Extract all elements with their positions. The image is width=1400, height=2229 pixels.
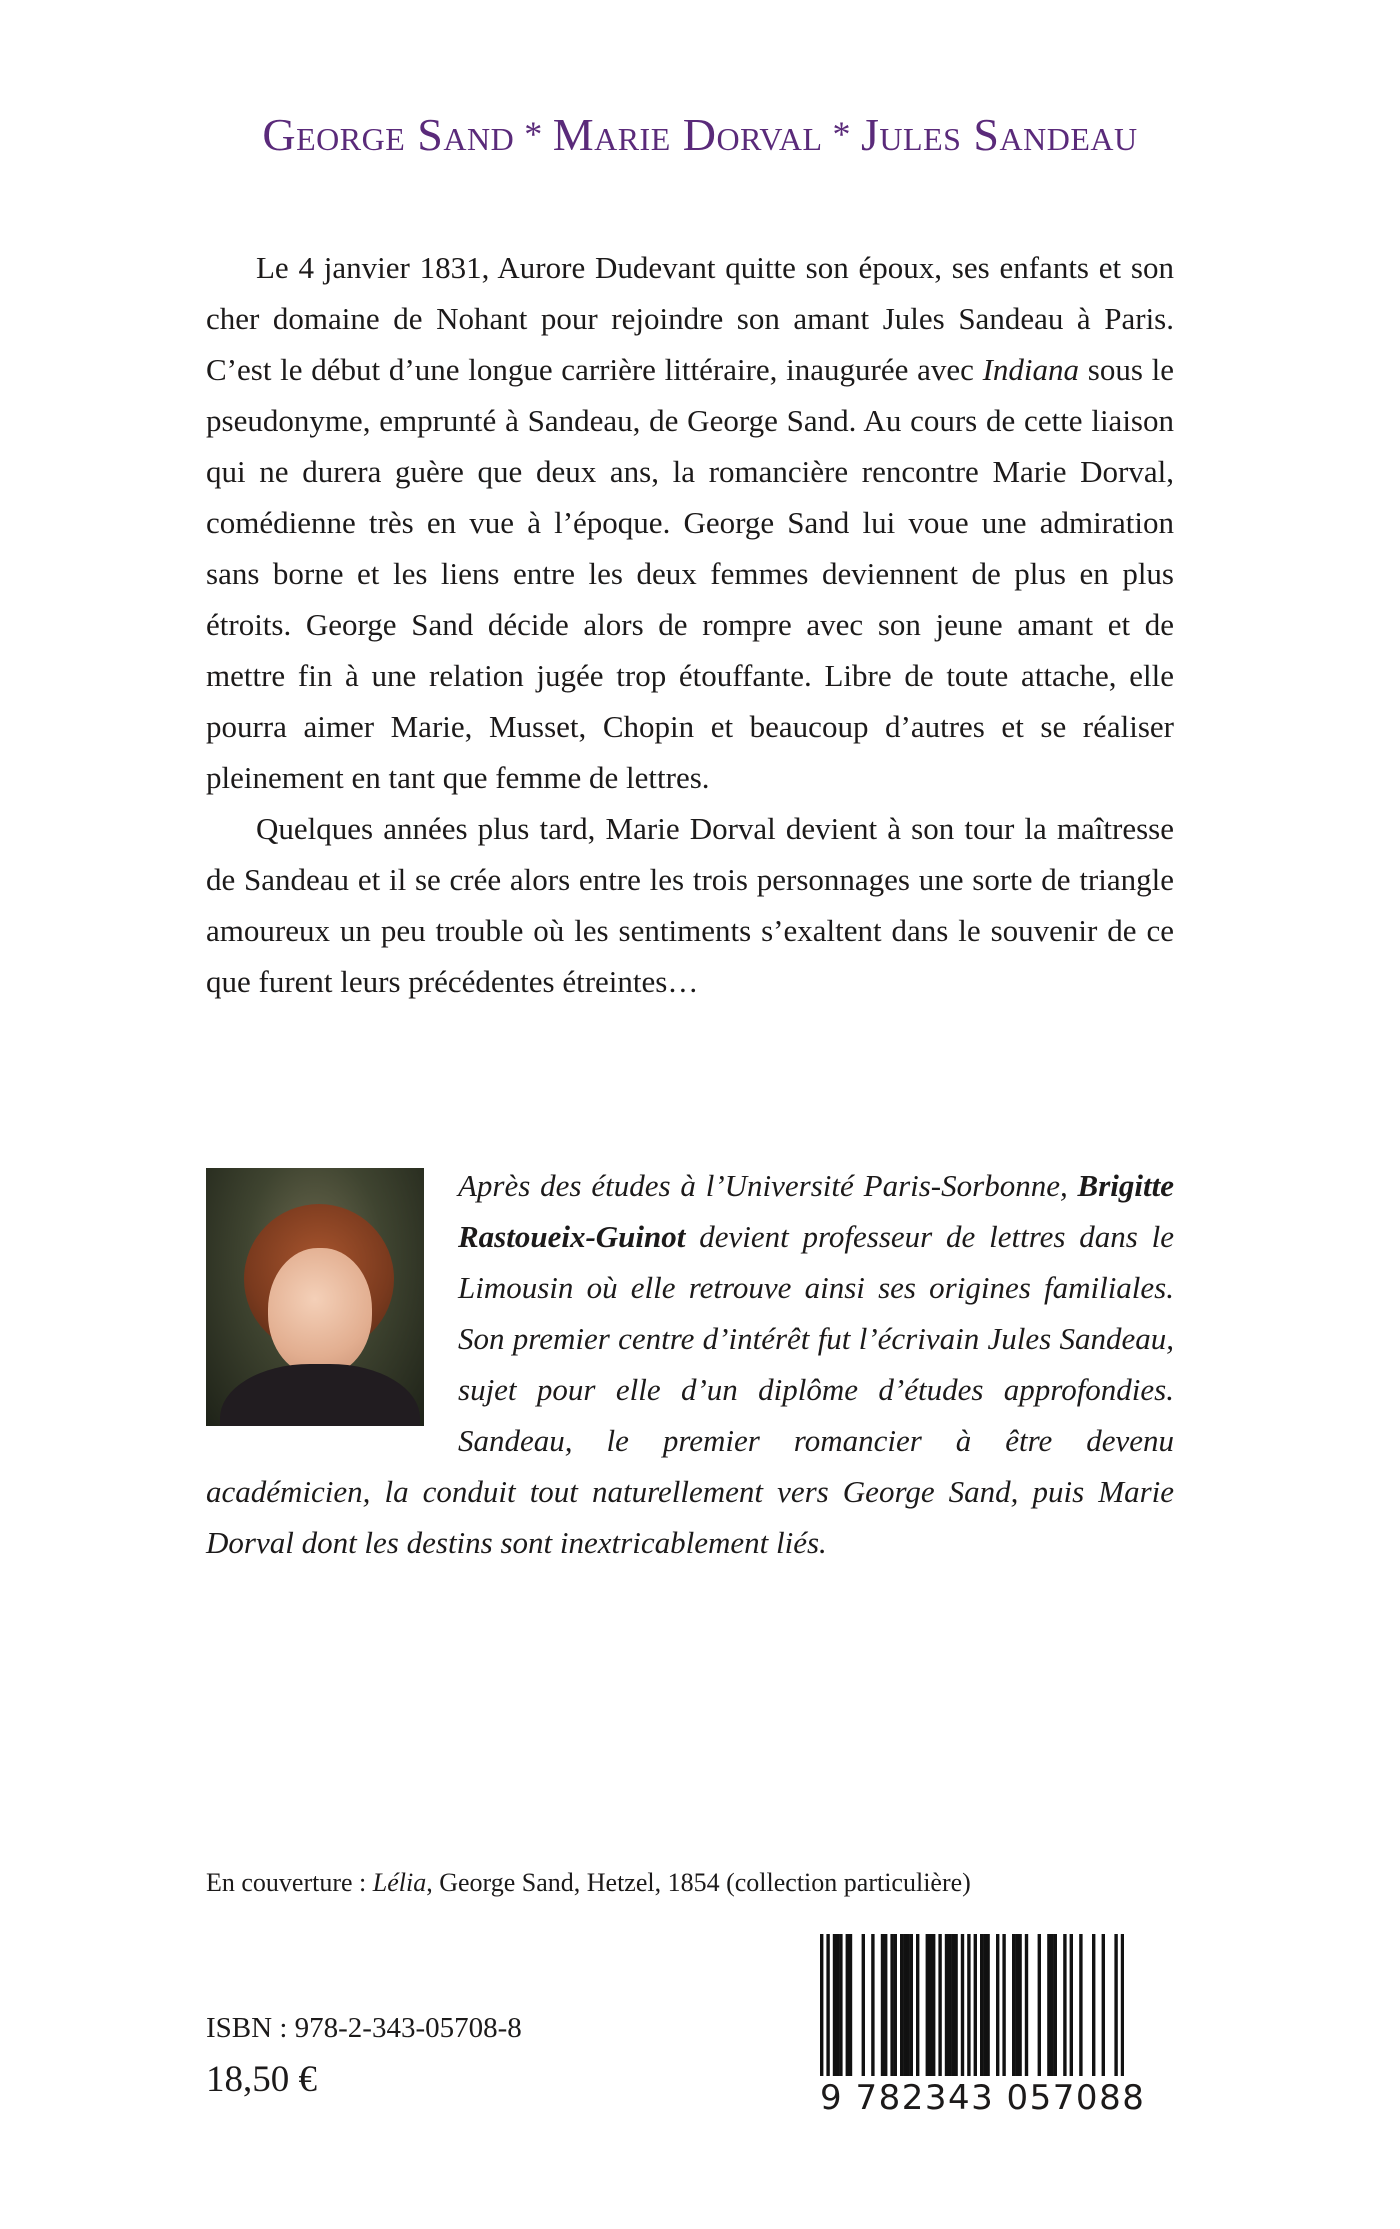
barcode-bar bbox=[916, 1934, 919, 2076]
barcode-bar bbox=[954, 1934, 957, 2076]
barcode-bar bbox=[1063, 1934, 1066, 2076]
summary-text: Le 4 janvier 1831, Aurore Dudevant quitte son époux, ses enfants et son cher domaine de Nohant pour rejoindre son amant Jules Sandeau à Paris. C’est le début d’une longue carrière littéraire, inaugurée avec bbox=[206, 250, 1174, 387]
barcode-bar bbox=[849, 1934, 852, 2076]
barcode-bar bbox=[996, 1934, 999, 2076]
author-photo bbox=[206, 1168, 424, 1426]
author-bio bbox=[206, 1160, 1174, 1568]
credit-work-title: Lélia bbox=[372, 1868, 427, 1897]
barcode-bar bbox=[1002, 1934, 1005, 2076]
barcode bbox=[820, 1934, 1146, 2124]
cover-credit bbox=[206, 1868, 971, 1898]
barcode-bar bbox=[938, 1934, 941, 2076]
summary-paragraph bbox=[206, 242, 1174, 803]
book-summary bbox=[206, 242, 1174, 1007]
barcode-bar bbox=[1050, 1934, 1053, 2076]
barcode-bar bbox=[846, 1934, 849, 2076]
barcode-bar bbox=[1070, 1934, 1073, 2076]
author-photo-face bbox=[268, 1248, 372, 1376]
author-photo-body bbox=[220, 1364, 420, 1426]
barcode-bar bbox=[903, 1934, 906, 2076]
title-separator: * bbox=[832, 114, 852, 154]
summary-paragraph: Quelques années plus tard, Marie Dorval devient à son tour la maîtresse de Sandeau et il se crée alors entre les trois personnages une sorte de triangle amoureux un peu trouble où les sentiments s’exaltent dans le souvenir de ce que furent leurs précédentes étreintes… bbox=[206, 811, 1174, 999]
title-separator: * bbox=[524, 114, 543, 154]
title-name-george-sand: George Sand bbox=[262, 109, 515, 160]
barcode-bar bbox=[871, 1934, 874, 2076]
author-bio-text: devient professeur de lettres dans le Limousin où elle retrouve ainsi ses origines familiales. Son premier centre d’intérêt fut l’écrivain Jules Sandeau, sujet pour elle d’un diplôme d’études approfondies. Sandeau, le premier romancier à être devenu académicien, la conduit tout naturellement vers George Sand, puis Marie Dorval dont les destins sont inextricablement liés. bbox=[206, 1219, 1174, 1560]
isbn-number: ISBN : 978-2-343-05708-8 bbox=[206, 2012, 522, 2044]
barcode-bar bbox=[961, 1934, 964, 2076]
barcode-bar bbox=[900, 1934, 903, 2076]
barcode-bar bbox=[1012, 1934, 1015, 2076]
credit-details: , George Sand, Hetzel, 1854 (collection particulière) bbox=[426, 1868, 971, 1897]
barcode-bar bbox=[890, 1934, 893, 2076]
barcode-bar bbox=[836, 1934, 839, 2076]
barcode-bar bbox=[910, 1934, 913, 2076]
barcode-bar bbox=[894, 1934, 897, 2076]
title-name-marie-dorval: Marie Dorval bbox=[552, 109, 823, 160]
barcode-bar bbox=[833, 1934, 836, 2076]
barcode-bar bbox=[1038, 1934, 1041, 2076]
barcode-bar bbox=[926, 1934, 929, 2076]
credit-prefix: En couverture : bbox=[206, 1868, 373, 1897]
barcode-bar bbox=[884, 1934, 887, 2076]
barcode-bar bbox=[1054, 1934, 1057, 2076]
barcode-bar bbox=[1025, 1934, 1028, 2076]
barcode-bar bbox=[881, 1934, 884, 2076]
barcode-bar bbox=[986, 1934, 989, 2076]
barcode-bar bbox=[932, 1934, 935, 2076]
barcode-digits: 9 782343 057088 bbox=[820, 2078, 1146, 2118]
barcode-bar bbox=[948, 1934, 951, 2076]
barcode-bar bbox=[1114, 1934, 1117, 2092]
barcode-bar bbox=[967, 1934, 970, 2092]
author-bio-intro: Après des études à l’Université Paris-Sorbonne, bbox=[458, 1168, 1078, 1203]
barcode-bar bbox=[951, 1934, 954, 2076]
barcode-bar bbox=[974, 1934, 977, 2092]
summary-text: sous le pseudonyme, emprunté à Sandeau, de George Sand. Au cours de cette liaison qui ne durera guère que deux ans, la romancière rencontre Marie Dorval, comédienne très en vue à l’époque. George Sand lui voue une admiration sans borne et les liens entre les deux femmes deviennent de plus en plus étroits. George Sand décide alors de rompre avec son jeune amant et de mettre fin à une relation jugée trop étouffante. Libre de toute attache, elle pourra aimer Marie, Musset, Chopin et beaucoup d’autres et se réaliser pleinement en tant que femme de lettres. bbox=[206, 352, 1174, 795]
barcode-bar bbox=[983, 1934, 986, 2076]
barcode-bar bbox=[862, 1934, 865, 2076]
title-name-jules-sandeau: Jules Sandeau bbox=[861, 109, 1138, 160]
barcode-bar bbox=[1079, 1934, 1082, 2076]
book-title bbox=[0, 108, 1400, 161]
barcode-bar bbox=[1047, 1934, 1050, 2076]
author-name: Brigitte Rastoueix-Guinot bbox=[458, 1168, 1174, 1254]
barcode-bar bbox=[980, 1934, 983, 2076]
summary-book-title: Indiana bbox=[982, 352, 1080, 387]
barcode-bar bbox=[929, 1934, 932, 2076]
barcode-bar bbox=[1121, 1934, 1124, 2092]
barcode-bar bbox=[1092, 1934, 1095, 2076]
barcode-bar bbox=[906, 1934, 909, 2076]
barcode-bar bbox=[945, 1934, 948, 2076]
barcode-bar bbox=[1102, 1934, 1105, 2076]
barcode-bar bbox=[839, 1934, 842, 2076]
barcode-bar bbox=[1018, 1934, 1021, 2076]
barcode-bar bbox=[820, 1934, 823, 2092]
price: 18,50 € bbox=[206, 2059, 317, 2100]
barcode-bar bbox=[1015, 1934, 1018, 2076]
barcode-bar bbox=[826, 1934, 829, 2092]
